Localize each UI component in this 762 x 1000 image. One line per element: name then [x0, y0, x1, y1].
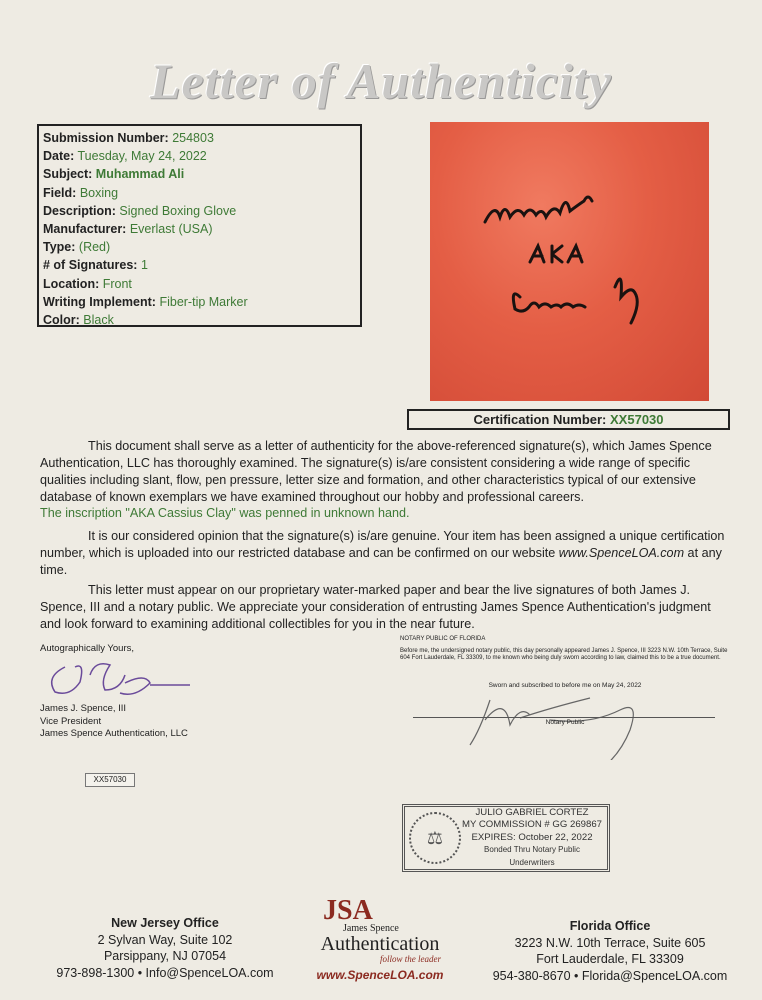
cert-label: Certification Number: — [473, 412, 607, 427]
signer-company: James Spence Authentication, LLC — [40, 728, 188, 739]
office-address-1: 2 Sylvan Way, Suite 102 — [97, 932, 233, 947]
office-address-2: Fort Lauderdale, FL 33309 — [536, 952, 684, 966]
info-label: Submission Number: — [43, 131, 169, 145]
stamp-expires: EXPIRES: October 22, 2022 — [471, 831, 593, 843]
logo-website[interactable]: www.SpenceLOA.com — [316, 968, 444, 982]
info-value: Fiber-tip Marker — [159, 294, 248, 309]
cert-value: XX57030 — [610, 412, 664, 427]
info-value: Tuesday, May 24, 2022 — [77, 149, 207, 164]
website-link[interactable]: www.SpenceLOA.com — [558, 546, 685, 560]
info-label: Color: — [43, 313, 80, 328]
closing: Autographically Yours, — [40, 643, 135, 654]
cert-sticker: XX57030 — [85, 773, 135, 787]
info-value: (Red) — [78, 240, 111, 255]
signer-role: Vice President — [40, 715, 102, 727]
info-value: Black — [83, 313, 114, 328]
notary-signature-line — [413, 717, 715, 718]
info-value: Front — [102, 276, 132, 291]
info-row — [43, 147, 356, 165]
info-row — [43, 238, 356, 256]
info-label: # of Signatures: — [43, 258, 138, 273]
info-row — [43, 184, 356, 202]
spence-signature — [45, 655, 195, 700]
logo-tagline: follow the leader — [380, 954, 441, 964]
info-label: Description: — [43, 203, 116, 218]
notary-title: NOTARY PUBLIC OF FLORIDA — [400, 636, 486, 642]
notary-statement — [400, 636, 730, 663]
office-title: Florida Office — [569, 919, 651, 933]
info-label: Manufacturer: — [43, 222, 127, 237]
body-paragraph-1: This document shall serve as a letter of authenticity for the above-referenced signature(s), which James Spence Authentication, LLC has thoroughly examined. The signature(s) is/are consistent considering a wide range of specific qualities including slant, flow, pen pressure, letter size and formation, and other characteristics typical of our extensive database of known exemplars we have examined throughout our hobby and professional careers. — [40, 439, 712, 504]
p3-text: It is our considered opinion that the signature(s) is/are genuine. Your item has been assigned a unique certification number, which is uploaded into our restricted database and can be confirmed on our website — [40, 529, 725, 560]
stamp-bonded: Bonded Thru Notary Public Underwriters — [484, 845, 580, 867]
info-label: Writing Implement: — [43, 294, 156, 309]
office-address-1: 3223 N.W. 10th Terrace, Suite 605 — [514, 935, 706, 950]
info-value: Signed Boxing Glove — [119, 203, 237, 218]
jsa-logo — [305, 895, 455, 982]
fl-office — [470, 918, 750, 984]
body-paragraph-4: This letter must appear on our proprietary water-marked paper and bear the live signatures of both James J. Spence, III and a notary public. We appreciate your consideration of entrusting James Spence Authentication's judgment and look forward to examining additional collectibles for you in the near future. — [40, 583, 711, 631]
inscription-note: The inscription "AKA Cassius Clay" was penned in unknown hand. — [40, 506, 410, 520]
sworn-line: Sworn and subscribed to before me on May 24, 2022 — [488, 682, 642, 689]
info-row — [43, 202, 356, 220]
glove-photo — [430, 122, 709, 401]
logo-jsa: JSA — [323, 895, 373, 926]
info-value: Boxing — [79, 185, 119, 200]
stamp-name: JULIO GABRIEL CORTEZ — [475, 806, 589, 818]
notary-text: Before me, the undersigned notary public, this day personally appeared James J. Spence, III 3223 N.W. 10th Terrace, Suite 604 Fort Lauderdale, FL 33309, to me known who being duly sworn according to law, claimed this to be a true document. — [400, 647, 728, 661]
info-value: 254803 — [172, 131, 214, 145]
info-label: Type: — [43, 240, 76, 255]
info-label: Location: — [43, 276, 100, 291]
page-title: Letter of Authenticity — [150, 53, 612, 109]
info-label: Subject: — [43, 167, 93, 182]
stamp-commission: MY COMMISSION # GG 269867 — [461, 819, 603, 831]
office-title: New Jersey Office — [111, 916, 219, 930]
info-value: Everlast (USA) — [129, 222, 213, 237]
notary-public-label: Notary Public — [545, 719, 585, 726]
body-paragraph-3 — [40, 528, 730, 579]
info-row — [43, 275, 356, 293]
notary-stamp — [402, 804, 610, 872]
info-value: Muhammad Ali — [95, 167, 185, 182]
info-label: Field: — [43, 185, 77, 200]
info-label: Date: — [43, 149, 75, 164]
info-row — [43, 293, 356, 311]
logo-authentication: Authentication — [320, 933, 440, 955]
info-row — [43, 165, 356, 183]
autograph-image — [430, 122, 709, 401]
office-contact: 954-380-8670 • Florida@SpenceLOA.com — [492, 968, 728, 983]
info-row — [43, 220, 356, 238]
signer-block — [40, 703, 188, 741]
info-row — [43, 129, 356, 147]
item-info-box — [37, 124, 362, 327]
info-value: 1 — [140, 258, 148, 273]
signer-name: James J. Spence, III — [40, 703, 127, 714]
logo-name: James Spence — [343, 923, 399, 934]
p3-text-end: at any time. — [40, 546, 722, 577]
office-contact: 973-898-1300 • Info@SpenceLOA.com — [56, 965, 274, 980]
office-address-2: Parsippany, NJ 07054 — [103, 949, 227, 963]
info-row — [43, 256, 356, 274]
certification-number — [407, 409, 730, 430]
nj-office — [40, 915, 290, 981]
state-seal-icon: ⚖ — [409, 812, 461, 864]
info-row — [43, 311, 356, 329]
